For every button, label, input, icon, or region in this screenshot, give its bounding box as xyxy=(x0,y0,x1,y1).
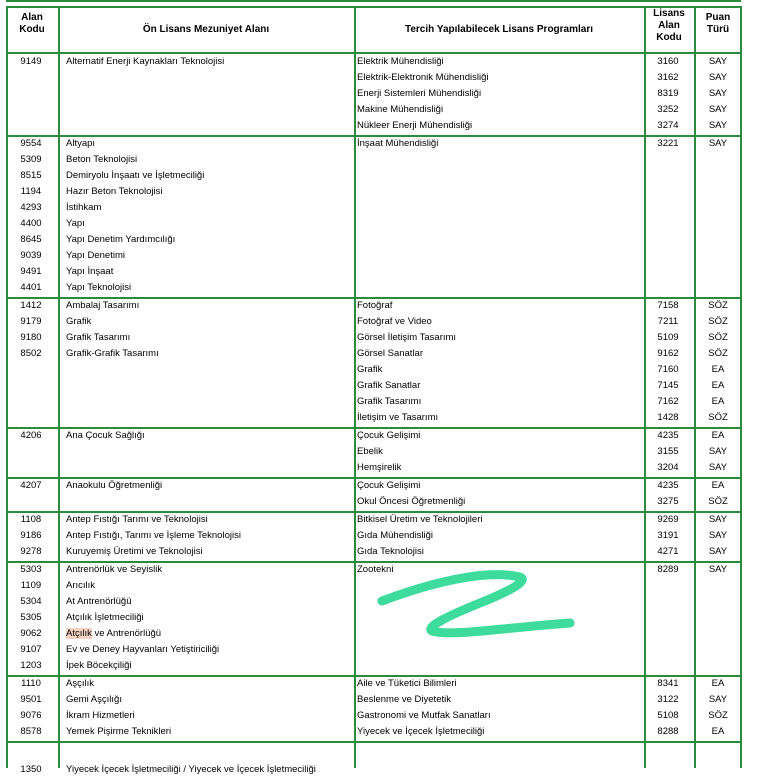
puan-turu-cell: SAY xyxy=(708,694,728,705)
alan-kodu-cell: 9039 xyxy=(20,250,42,261)
lisans-kodu-cell: 3191 xyxy=(657,530,679,541)
alan-kodu-cell: 9186 xyxy=(20,530,42,541)
lisans-kodu-cell: 9162 xyxy=(657,348,679,359)
puan-turu-cell: EA xyxy=(711,380,725,391)
puan-turu-cell: SAY xyxy=(708,564,728,575)
on-lisans-cell: Yapı Teknolojisi xyxy=(66,282,132,293)
lisans-program-cell: Beslenme ve Diyetetik xyxy=(357,694,451,705)
alan-kodu-cell: 1108 xyxy=(20,514,42,525)
lisans-program-cell: Grafik Sanatlar xyxy=(357,380,421,391)
on-lisans-cell: Grafik Tasarımı xyxy=(66,332,131,343)
puan-turu-cell: EA xyxy=(711,364,725,375)
puan-turu-cell: SAY xyxy=(708,546,728,557)
on-lisans-cell: Altyapı xyxy=(66,138,96,149)
lisans-kodu-cell: 3160 xyxy=(657,56,679,67)
on-lisans-cell: Antep Fıstığı, Tarımı ve İşleme Teknolojisi xyxy=(66,530,241,541)
alan-kodu-cell: 9491 xyxy=(20,266,42,277)
alan-kodu-cell: 5304 xyxy=(20,596,42,607)
puan-turu-cell: SAY xyxy=(708,530,728,541)
lisans-program-cell: Görsel Sanatlar xyxy=(357,348,424,359)
lisans-program-cell: Çocuk Gelişimi xyxy=(357,480,421,491)
alan-kodu-cell: 8502 xyxy=(20,348,42,359)
on-lisans-cell: Aşçılık xyxy=(66,678,94,689)
on-lisans-cell: Antrenörlük ve Seyislik xyxy=(66,564,163,575)
lisans-kodu-cell: 3221 xyxy=(657,138,679,149)
on-lisans-cell: Kuruyemiş Üretimi ve Teknolojisi xyxy=(66,546,203,557)
alan-kodu-cell: 8578 xyxy=(20,726,42,737)
on-lisans-cell: Yapı Denetim Yardımcılığı xyxy=(66,234,176,245)
puan-turu-cell: SAY xyxy=(708,462,728,473)
on-lisans-cell: Yapı Denetimi xyxy=(66,250,125,261)
alan-kodu-cell: 8645 xyxy=(20,234,42,245)
on-lisans-cell: At Antrenörlüğü xyxy=(66,596,132,607)
lisans-kodu-cell: 8341 xyxy=(657,678,679,689)
lisans-kodu-cell: 8319 xyxy=(657,88,679,99)
lisans-program-cell: İletişim ve Tasarımı xyxy=(357,412,439,423)
col-border-6 xyxy=(740,6,742,768)
alan-kodu-cell: 1194 xyxy=(20,186,42,197)
table-top-edge xyxy=(6,0,741,2)
alan-kodu-cell: 4207 xyxy=(20,480,42,491)
alan-kodu-cell: 1203 xyxy=(20,660,42,671)
lisans-program-cell: Görsel İletişim Tasarımı xyxy=(357,332,457,343)
alan-kodu-cell: 4400 xyxy=(20,218,42,229)
scribble-annotation xyxy=(370,565,580,645)
alan-kodu-cell: 5305 xyxy=(20,612,42,623)
puan-turu-cell: SAY xyxy=(708,138,728,149)
puan-turu-cell: SÖZ xyxy=(708,412,728,423)
header-alan-kodu: Alan Kodu xyxy=(19,12,45,35)
lisans-program-cell: Bitkisel Üretim ve Teknolojileri xyxy=(357,514,483,525)
lisans-kodu-cell: 5109 xyxy=(657,332,679,343)
lisans-program-cell: Grafik xyxy=(357,364,383,375)
lisans-program-cell: Fotoğraf xyxy=(357,300,393,311)
alan-kodu-cell: 9180 xyxy=(20,332,42,343)
puan-turu-cell: SÖZ xyxy=(708,496,728,507)
puan-turu-cell: SAY xyxy=(708,72,728,83)
lisans-program-cell: Gıda Mühendisliği xyxy=(357,530,434,541)
puan-turu-cell: EA xyxy=(711,726,725,737)
puan-turu-cell: SAY xyxy=(708,514,728,525)
alan-kodu-cell: 1350 xyxy=(20,764,42,775)
lisans-kodu-cell: 3274 xyxy=(657,120,679,131)
puan-turu-cell: SAY xyxy=(708,88,728,99)
lisans-program-cell: Aile ve Tüketici Bilimleri xyxy=(357,678,457,689)
lisans-program-cell: Okul Öncesi Öğretmenliği xyxy=(357,496,466,507)
lisans-program-cell: Nükleer Enerji Mühendisliği xyxy=(357,120,473,131)
on-lisans-cell xyxy=(66,626,161,642)
puan-turu-cell: SÖZ xyxy=(708,332,728,343)
lisans-kodu-cell: 4271 xyxy=(657,546,679,557)
lisans-program-cell: Gıda Teknolojisi xyxy=(357,546,424,557)
on-lisans-cell: İpek Böcekçiliği xyxy=(66,660,132,671)
header-on-lisans: Ön Lisans Mezuniyet Alanı xyxy=(142,24,270,35)
scribble-stroke xyxy=(382,575,570,633)
header-puan-turu: Puan Türü xyxy=(705,12,731,35)
lisans-kodu-cell: 4235 xyxy=(657,430,679,441)
on-lisans-cell: Grafik-Grafik Tasarımı xyxy=(66,348,159,359)
lisans-program-cell: Hemşirelik xyxy=(357,462,402,473)
on-lisans-cell: Beton Teknolojisi xyxy=(66,154,138,165)
alan-kodu-cell: 9149 xyxy=(20,56,42,67)
alan-kodu-cell: 9554 xyxy=(20,138,42,149)
puan-turu-cell: EA xyxy=(711,430,725,441)
highlighted-text: Atçılık xyxy=(66,628,92,639)
puan-turu-cell: SAY xyxy=(708,104,728,115)
lisans-kodu-cell: 3252 xyxy=(657,104,679,115)
lisans-program-cell: Enerji Sistemleri Mühendisliği xyxy=(357,88,482,99)
lisans-kodu-cell: 7158 xyxy=(657,300,679,311)
puan-turu-cell: SÖZ xyxy=(708,300,728,311)
puan-turu-cell: EA xyxy=(711,396,725,407)
on-lisans-cell: Anaokulu Öğretmenliği xyxy=(66,480,163,491)
alan-kodu-cell: 9278 xyxy=(20,546,42,557)
on-lisans-cell: Gemi Aşçılığı xyxy=(66,694,122,705)
on-lisans-cell: Yiyecek İçecek İşletmeciliği / Yiyecek ve İçecek İşletmeciliği xyxy=(66,764,316,775)
lisans-kodu-cell: 8288 xyxy=(657,726,679,737)
alan-kodu-cell: 9107 xyxy=(20,644,42,655)
lisans-kodu-cell: 3162 xyxy=(657,72,679,83)
alan-kodu-cell: 4293 xyxy=(20,202,42,213)
on-lisans-cell: Arıcılık xyxy=(66,580,96,591)
alan-kodu-cell: 1110 xyxy=(21,678,41,689)
alan-kodu-cell: 5309 xyxy=(20,154,42,165)
puan-turu-cell: SÖZ xyxy=(708,710,728,721)
alan-kodu-cell: 9179 xyxy=(20,316,42,327)
lisans-program-cell: Yiyecek ve İçecek İşletmeciliği xyxy=(357,726,485,737)
lisans-program-cell: Makine Mühendisliği xyxy=(357,104,444,115)
on-lisans-cell: Hazır Beton Teknolojisi xyxy=(66,186,163,197)
on-lisans-cell: İstihkam xyxy=(66,202,102,213)
alan-kodu-cell: 9076 xyxy=(20,710,42,721)
puan-turu-cell: SÖZ xyxy=(708,348,728,359)
puan-turu-cell: EA xyxy=(711,480,725,491)
alan-kodu-cell: 1412 xyxy=(20,300,42,311)
alan-kodu-cell: 5303 xyxy=(20,564,42,575)
lisans-kodu-cell: 3275 xyxy=(657,496,679,507)
on-lisans-cell: Ana Çocuk Sağlığı xyxy=(66,430,145,441)
highlighted-text-rest: ve Antrenörlüğü xyxy=(91,628,162,639)
puan-turu-cell: SAY xyxy=(708,120,728,131)
alan-kodu-cell: 8515 xyxy=(20,170,42,181)
on-lisans-cell: Antep Fıstığı Tarımı ve Teknolojisi xyxy=(66,514,208,525)
lisans-kodu-cell: 7211 xyxy=(657,316,679,327)
lisans-kodu-cell: 7162 xyxy=(657,396,679,407)
lisans-kodu-cell: 4235 xyxy=(657,480,679,491)
lisans-kodu-cell: 3155 xyxy=(657,446,679,457)
col-border-2 xyxy=(58,6,60,768)
alan-kodu-cell: 9501 xyxy=(20,694,42,705)
lisans-kodu-cell: 7145 xyxy=(657,380,679,391)
lisans-kodu-cell: 8289 xyxy=(657,564,679,575)
lisans-program-cell: Gastronomi ve Mutfak Sanatları xyxy=(357,710,491,721)
header-lisans-kodu: Lisans Alan Kodu xyxy=(653,8,685,43)
on-lisans-cell: Demiryolu İnşaatı ve İşletmeciliği xyxy=(66,170,205,181)
on-lisans-cell: Grafik xyxy=(66,316,92,327)
lisans-program-cell: Zootekni xyxy=(357,564,394,575)
lisans-program-cell: Fotoğraf ve Video xyxy=(357,316,432,327)
lisans-kodu-cell: 3122 xyxy=(657,694,679,705)
col-border-5 xyxy=(694,6,696,768)
col-border-3 xyxy=(354,6,356,768)
on-lisans-cell: Ambalaj Tasarımı xyxy=(66,300,140,311)
alan-kodu-cell: 1109 xyxy=(20,580,42,591)
lisans-program-cell: Ebelik xyxy=(357,446,383,457)
lisans-kodu-cell: 7160 xyxy=(657,364,679,375)
on-lisans-cell: Atçılık İşletmeciliği xyxy=(66,612,144,623)
on-lisans-cell: Yapı İnşaat xyxy=(66,266,114,277)
on-lisans-cell: Ev ve Deney Hayvanları Yetiştiriciliği xyxy=(66,644,220,655)
lisans-kodu-cell: 9269 xyxy=(657,514,679,525)
header-tercih: Tercih Yapılabilecek Lisans Programları xyxy=(404,24,594,35)
lisans-program-cell: Grafik Tasarımı xyxy=(357,396,422,407)
puan-turu-cell: SAY xyxy=(708,56,728,67)
lisans-kodu-cell: 1428 xyxy=(657,412,679,423)
puan-turu-cell: EA xyxy=(711,678,725,689)
row-separator xyxy=(6,741,741,743)
on-lisans-cell: İkram Hizmetleri xyxy=(66,710,135,721)
lisans-program-cell: Elektrik-Elektronik Mühendisliği xyxy=(357,72,489,83)
alan-kodu-cell: 4401 xyxy=(20,282,42,293)
alan-kodu-cell: 4206 xyxy=(20,430,42,441)
on-lisans-cell: Yapı xyxy=(66,218,85,229)
header-top-border xyxy=(6,6,741,8)
puan-turu-cell: SÖZ xyxy=(708,316,728,327)
lisans-kodu-cell: 5108 xyxy=(657,710,679,721)
lisans-program-cell: Elektrik Mühendisliği xyxy=(357,56,444,67)
lisans-program-cell: Çocuk Gelişimi xyxy=(357,430,421,441)
on-lisans-cell: Yemek Pişirme Teknikleri xyxy=(66,726,172,737)
puan-turu-cell: SAY xyxy=(708,446,728,457)
on-lisans-cell: Alternatif Enerji Kaynakları Teknolojisi xyxy=(66,56,225,67)
alan-kodu-cell: 9062 xyxy=(20,628,42,639)
lisans-program-cell: İnşaat Mühendisliği xyxy=(357,138,439,149)
lisans-kodu-cell: 3204 xyxy=(657,462,679,473)
